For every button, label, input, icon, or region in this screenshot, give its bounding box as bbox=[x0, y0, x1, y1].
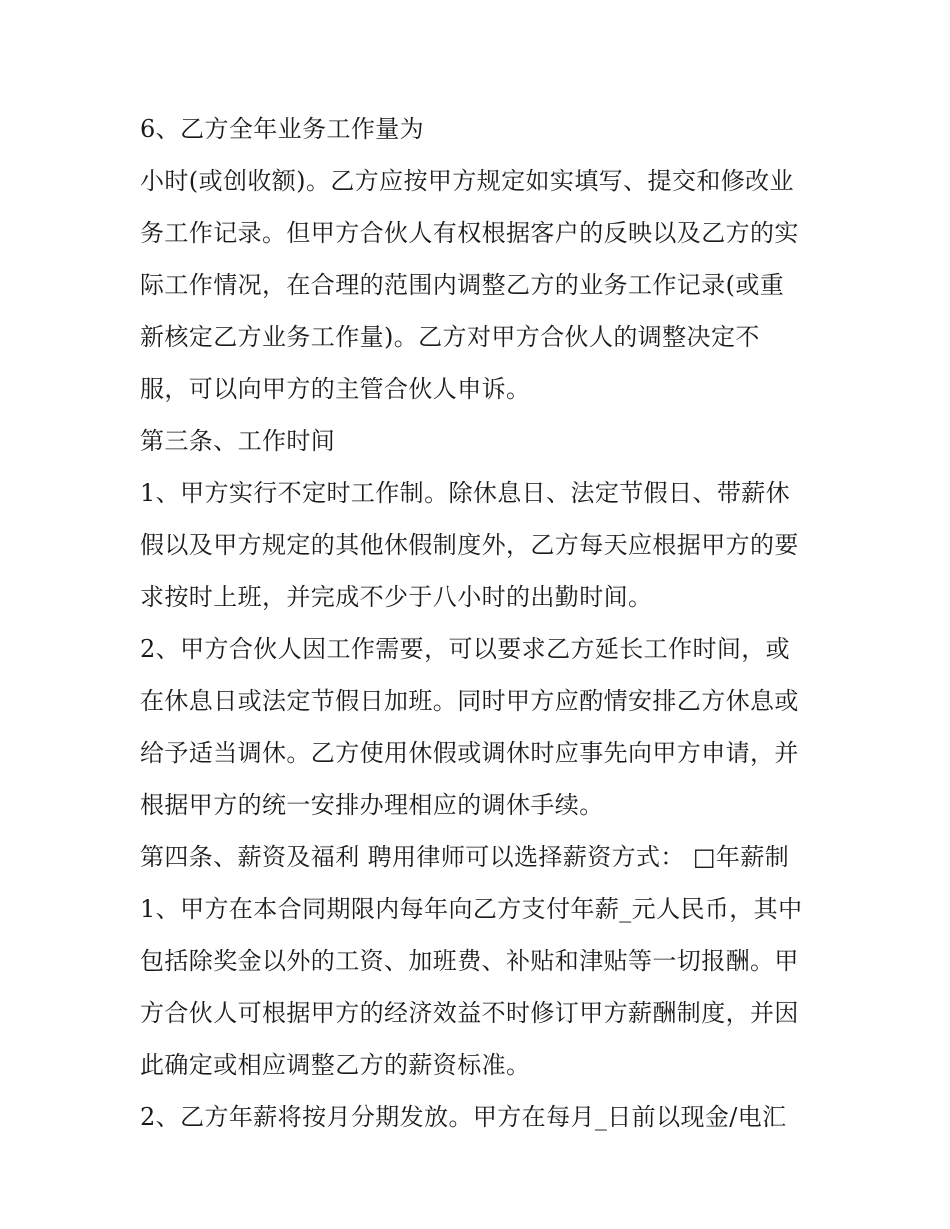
section-heading: 第四条、薪资及福利 聘用律师可以选择薪资方式： □年薪制 bbox=[140, 843, 790, 871]
text-line: 在休息日或法定节假日加班。同时甲方应酌情安排乙方休息或 bbox=[140, 687, 799, 715]
text-line: 1、甲方实行不定时工作制。除休息日、法定节假日、带薪休 bbox=[140, 479, 791, 507]
text-line: 求按时上班，并完成不少于八小时的出勤时间。 bbox=[140, 583, 653, 611]
text-line: 新核定乙方业务工作量)。乙方对甲方合伙人的调整决定不 bbox=[140, 323, 760, 351]
text-line: 方合伙人可根据甲方的经济效益不时修订甲方薪酬制度，并因 bbox=[140, 999, 799, 1027]
text-line: 包括除奖金以外的工资、加班费、补贴和津贴等一切报酬。甲 bbox=[140, 947, 799, 975]
text-line: 务工作记录。但甲方合伙人有权根据客户的反映以及乙方的实 bbox=[140, 219, 799, 247]
text-line: 2、乙方年薪将按月分期发放。甲方在每月_日前以现金/电汇 bbox=[140, 1103, 787, 1131]
text-line: 此确定或相应调整乙方的薪资标准。 bbox=[140, 1051, 531, 1079]
text-line: 小时(或创收额)。乙方应按甲方规定如实填写、提交和修改业 bbox=[140, 167, 794, 195]
section-heading: 第三条、工作时间 bbox=[140, 427, 336, 455]
text-line: 假以及甲方规定的其他休假制度外，乙方每天应根据甲方的要 bbox=[140, 531, 799, 559]
text-line: 给予适当调休。乙方使用休假或调休时应事先向甲方申请，并 bbox=[140, 739, 799, 767]
text-line: 根据甲方的统一安排办理相应的调休手续。 bbox=[140, 791, 604, 819]
document-body bbox=[140, 103, 830, 1143]
text-line: 6、乙方全年业务工作量为 bbox=[140, 115, 425, 143]
text-line: 际工作情况，在合理的范围内调整乙方的业务工作记录(或重 bbox=[140, 271, 785, 299]
text-line: 服，可以向甲方的主管合伙人申诉。 bbox=[140, 375, 531, 403]
text-line: 1、甲方在本合同期限内每年向乙方支付年薪_元人民币，其中 bbox=[140, 895, 803, 923]
text-line: 2、甲方合伙人因工作需要，可以要求乙方延长工作时间，或 bbox=[140, 635, 791, 663]
